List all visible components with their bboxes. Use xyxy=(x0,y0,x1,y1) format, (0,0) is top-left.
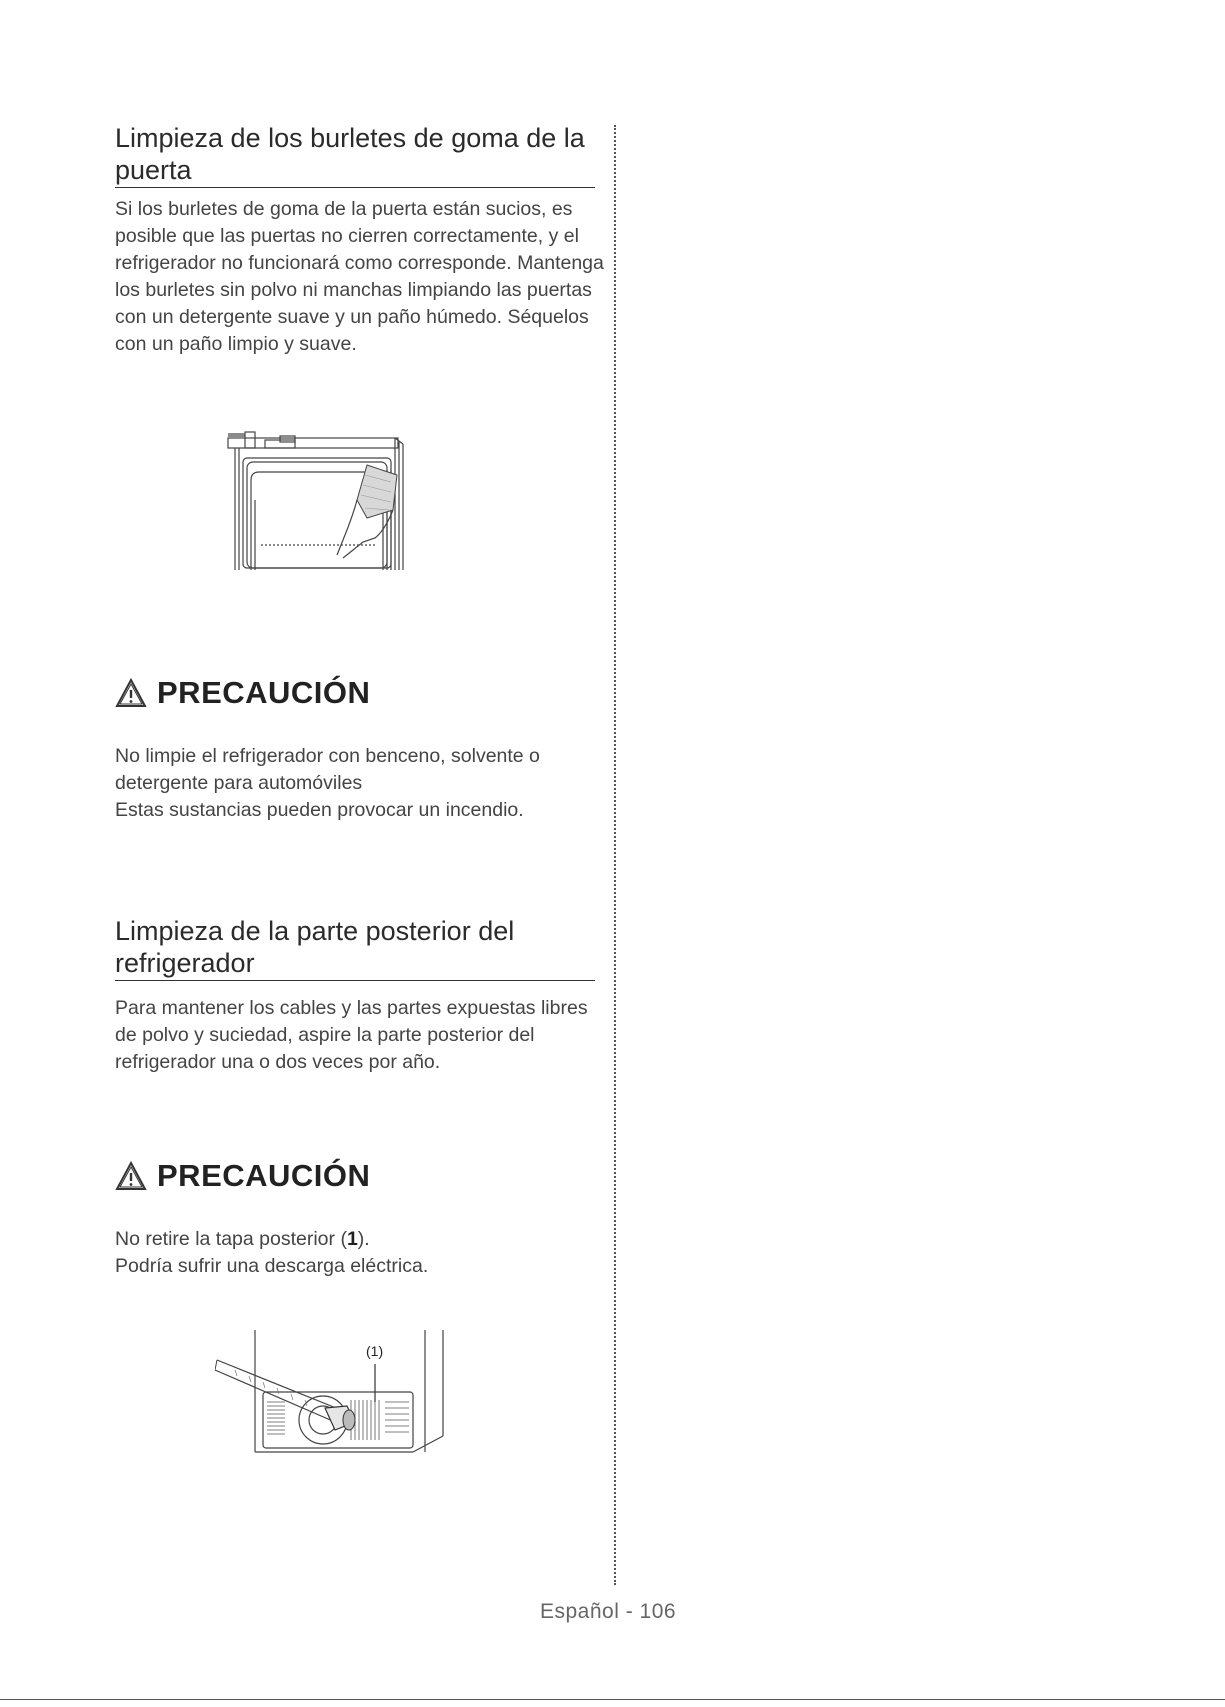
caution-2-line-1-pre: No retire la tapa posterior ( xyxy=(115,1228,347,1250)
caution-title-1: PRECAUCIÓN xyxy=(157,675,371,710)
column-divider xyxy=(614,125,616,1585)
caution-2-line-1 xyxy=(115,1226,605,1253)
section-heading-door-gaskets: Limpieza de los burletes de goma de la puerta xyxy=(115,122,595,188)
callout-label: (1) xyxy=(366,1343,384,1359)
section-heading-back: Limpieza de la parte posterior del refrigerador xyxy=(115,915,595,981)
caution-text-2 xyxy=(115,1226,605,1280)
warning-triangle-icon xyxy=(115,1161,147,1191)
caution-heading-1 xyxy=(115,675,370,711)
caution-text-1 xyxy=(115,743,605,824)
caution-title-2: PRECAUCIÓN xyxy=(157,1158,371,1193)
caution-2-line-2: Podría sufrir una descarga eléctrica. xyxy=(115,1255,429,1277)
caution-2-line-1-post: ). xyxy=(357,1228,370,1250)
page-number: Español - 106 xyxy=(540,1600,677,1623)
bottom-rule xyxy=(0,1699,1225,1700)
warning-triangle-icon xyxy=(115,678,147,708)
section-body-back: Para mantener los cables y las partes expuestas libres de polvo y suciedad, aspire la parte posterior del refrigerador una o dos veces por año. xyxy=(115,997,588,1073)
door-gasket-cleaning-illustration xyxy=(225,430,555,570)
section-body-door-gaskets: Si los burletes de goma de la puerta están sucios, es posible que las puertas no cierren correctamente, y el refrigerador no funcionará como corresponde. Mantenga los burletes sin polvo ni manchas limpiando las puertas con un detergente suave y un paño húmedo. Séquelos con un paño limpio y suave. xyxy=(115,198,604,355)
vacuum-back-illustration xyxy=(215,1330,495,1455)
caution-1-line-2: Estas sustancias pueden provocar un incendio. xyxy=(115,799,524,821)
callout-number: 1 xyxy=(346,1228,358,1250)
caution-1-line-1: No limpie el refrigerador con benceno, solvente o detergente para automóviles xyxy=(115,745,540,794)
caution-heading-2 xyxy=(115,1158,370,1194)
